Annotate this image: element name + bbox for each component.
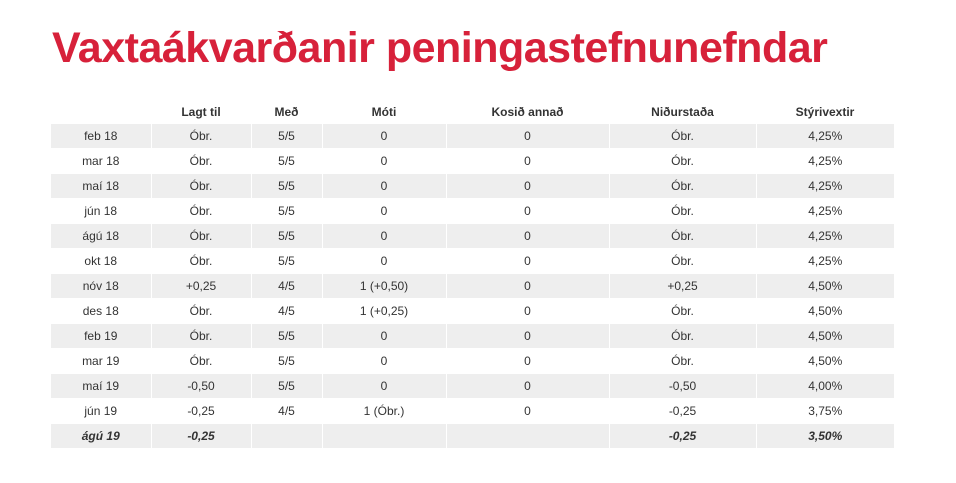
table-body bbox=[51, 124, 894, 449]
table-row-latest bbox=[51, 424, 894, 449]
cell-date: mar 19 bbox=[51, 349, 151, 374]
cell-policy-rate: 3,50% bbox=[756, 424, 894, 449]
header-for: Með bbox=[274, 105, 299, 119]
table-row bbox=[51, 124, 894, 149]
cell-against bbox=[322, 424, 446, 449]
cell-date: ágú 19 bbox=[51, 424, 151, 449]
table-row bbox=[51, 349, 894, 374]
cell-for: 5/5 bbox=[251, 349, 322, 374]
cell-voted-otherwise: 0 bbox=[446, 124, 609, 149]
cell-against: 1 (+0,50) bbox=[322, 274, 446, 299]
cell-voted-otherwise: 0 bbox=[446, 349, 609, 374]
cell-for bbox=[251, 424, 322, 449]
cell-against: 1 (+0,25) bbox=[322, 299, 446, 324]
cell-against: 0 bbox=[322, 349, 446, 374]
table-row bbox=[51, 299, 894, 324]
cell-result: Óbr. bbox=[609, 224, 756, 249]
cell-policy-rate: 4,25% bbox=[756, 149, 894, 174]
table-row bbox=[51, 324, 894, 349]
cell-result: Óbr. bbox=[609, 299, 756, 324]
cell-date: feb 18 bbox=[51, 124, 151, 149]
cell-for: 5/5 bbox=[251, 199, 322, 224]
cell-result: Óbr. bbox=[609, 249, 756, 274]
cell-against: 0 bbox=[322, 224, 446, 249]
cell-policy-rate: 4,25% bbox=[756, 199, 894, 224]
page-title: Vaxtaákvarðanir peningastefnunefndar bbox=[52, 24, 828, 72]
cell-date: mar 18 bbox=[51, 149, 151, 174]
cell-voted-otherwise: 0 bbox=[446, 374, 609, 399]
cell-policy-rate: 4,25% bbox=[756, 224, 894, 249]
cell-proposed: Óbr. bbox=[151, 349, 251, 374]
header-date bbox=[51, 100, 151, 124]
cell-result: -0,25 bbox=[609, 424, 756, 449]
table-row bbox=[51, 199, 894, 224]
cell-date: maí 18 bbox=[51, 174, 151, 199]
cell-for: 5/5 bbox=[251, 324, 322, 349]
cell-for: 5/5 bbox=[251, 149, 322, 174]
header-result: Niðurstaða bbox=[651, 105, 714, 119]
cell-date: maí 19 bbox=[51, 374, 151, 399]
cell-date: jún 19 bbox=[51, 399, 151, 424]
cell-proposed: Óbr. bbox=[151, 124, 251, 149]
header-policy-rate: Stýrivextir bbox=[795, 105, 855, 119]
cell-date: nóv 18 bbox=[51, 274, 151, 299]
cell-date: okt 18 bbox=[51, 249, 151, 274]
cell-result: Óbr. bbox=[609, 149, 756, 174]
cell-voted-otherwise: 0 bbox=[446, 249, 609, 274]
header-proposed: Lagt til bbox=[181, 105, 221, 119]
table-row bbox=[51, 399, 894, 424]
cell-policy-rate: 4,50% bbox=[756, 349, 894, 374]
cell-against: 0 bbox=[322, 174, 446, 199]
table-row bbox=[51, 149, 894, 174]
cell-for: 5/5 bbox=[251, 124, 322, 149]
header-voted-otherwise: Kosið annað bbox=[491, 105, 564, 119]
cell-result: Óbr. bbox=[609, 199, 756, 224]
cell-proposed: Óbr. bbox=[151, 224, 251, 249]
cell-policy-rate: 4,25% bbox=[756, 124, 894, 149]
cell-voted-otherwise: 0 bbox=[446, 224, 609, 249]
cell-voted-otherwise: 0 bbox=[446, 149, 609, 174]
cell-result: -0,25 bbox=[609, 399, 756, 424]
cell-policy-rate: 4,25% bbox=[756, 249, 894, 274]
cell-policy-rate: 4,25% bbox=[756, 174, 894, 199]
cell-voted-otherwise: 0 bbox=[446, 324, 609, 349]
cell-proposed: -0,50 bbox=[151, 374, 251, 399]
cell-against: 0 bbox=[322, 124, 446, 149]
cell-result: +0,25 bbox=[609, 274, 756, 299]
header-against: Móti bbox=[371, 105, 397, 119]
cell-for: 5/5 bbox=[251, 174, 322, 199]
cell-voted-otherwise: 0 bbox=[446, 299, 609, 324]
rate-decisions-table bbox=[51, 100, 894, 449]
cell-policy-rate: 4,50% bbox=[756, 299, 894, 324]
cell-proposed: Óbr. bbox=[151, 199, 251, 224]
cell-against: 0 bbox=[322, 199, 446, 224]
cell-result: Óbr. bbox=[609, 174, 756, 199]
cell-for: 4/5 bbox=[251, 399, 322, 424]
cell-proposed: -0,25 bbox=[151, 424, 251, 449]
cell-against: 0 bbox=[322, 249, 446, 274]
cell-for: 4/5 bbox=[251, 274, 322, 299]
cell-for: 4/5 bbox=[251, 299, 322, 324]
cell-policy-rate: 4,00% bbox=[756, 374, 894, 399]
cell-date: ágú 18 bbox=[51, 224, 151, 249]
cell-proposed: -0,25 bbox=[151, 399, 251, 424]
cell-proposed: Óbr. bbox=[151, 149, 251, 174]
cell-proposed: Óbr. bbox=[151, 174, 251, 199]
table-row bbox=[51, 224, 894, 249]
table-row bbox=[51, 174, 894, 199]
cell-date: feb 19 bbox=[51, 324, 151, 349]
cell-voted-otherwise: 0 bbox=[446, 399, 609, 424]
cell-voted-otherwise: 0 bbox=[446, 199, 609, 224]
cell-for: 5/5 bbox=[251, 374, 322, 399]
cell-voted-otherwise: 0 bbox=[446, 174, 609, 199]
cell-for: 5/5 bbox=[251, 224, 322, 249]
cell-proposed: Óbr. bbox=[151, 324, 251, 349]
cell-result: Óbr. bbox=[609, 324, 756, 349]
table-row bbox=[51, 274, 894, 299]
cell-proposed: +0,25 bbox=[151, 274, 251, 299]
table-row bbox=[51, 249, 894, 274]
cell-result: Óbr. bbox=[609, 124, 756, 149]
cell-date: jún 18 bbox=[51, 199, 151, 224]
cell-against: 0 bbox=[322, 324, 446, 349]
cell-against: 0 bbox=[322, 374, 446, 399]
cell-for: 5/5 bbox=[251, 249, 322, 274]
cell-policy-rate: 4,50% bbox=[756, 274, 894, 299]
cell-against: 1 (Óbr.) bbox=[322, 399, 446, 424]
cell-proposed: Óbr. bbox=[151, 299, 251, 324]
table-header-row bbox=[51, 100, 894, 124]
cell-date: des 18 bbox=[51, 299, 151, 324]
cell-voted-otherwise bbox=[446, 424, 609, 449]
cell-policy-rate: 3,75% bbox=[756, 399, 894, 424]
cell-result: Óbr. bbox=[609, 349, 756, 374]
cell-voted-otherwise: 0 bbox=[446, 274, 609, 299]
cell-proposed: Óbr. bbox=[151, 249, 251, 274]
table-row bbox=[51, 374, 894, 399]
cell-against: 0 bbox=[322, 149, 446, 174]
cell-result: -0,50 bbox=[609, 374, 756, 399]
cell-policy-rate: 4,50% bbox=[756, 324, 894, 349]
